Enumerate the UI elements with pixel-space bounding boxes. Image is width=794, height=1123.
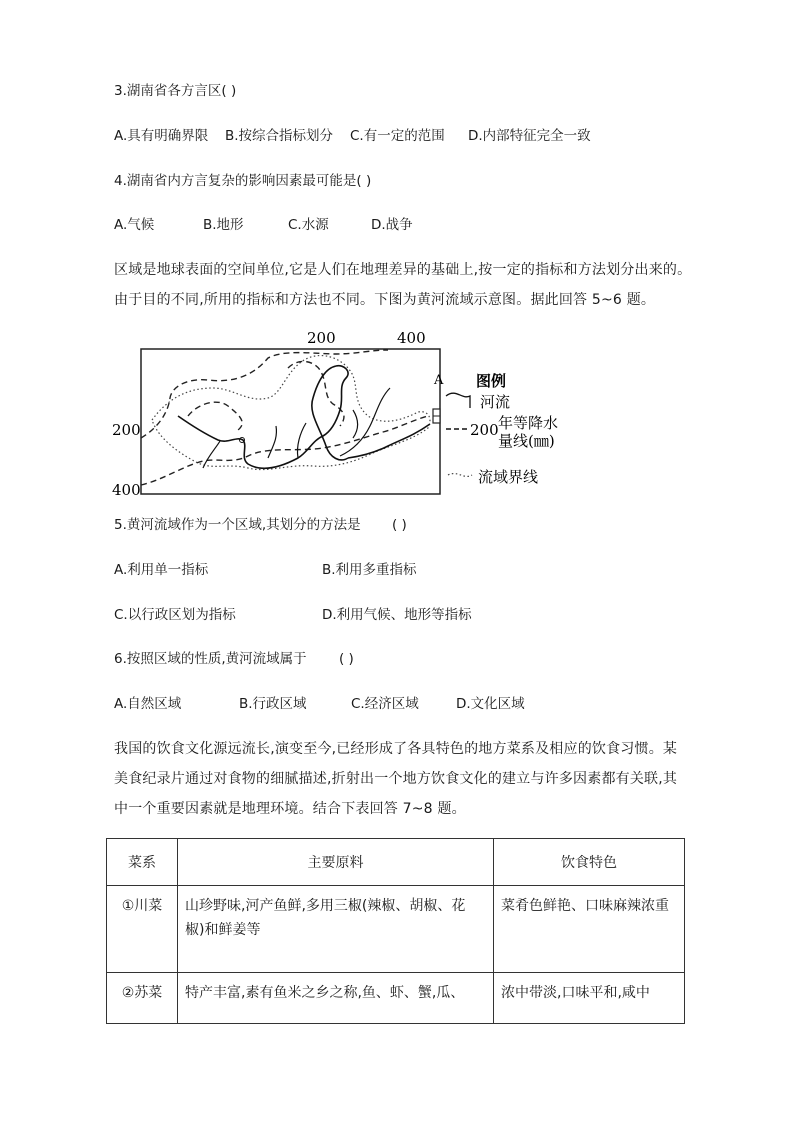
legend-isohyet-value: 200 (470, 421, 499, 439)
tributary-1 (203, 441, 220, 468)
legend-boundary-symbol (448, 474, 472, 477)
table-cell-materials (178, 886, 494, 973)
q5-option-a: A.利用单一指标 (114, 562, 209, 578)
materials-line-2: 椒)和鲜姜等 (185, 922, 261, 938)
table-cell-materials (178, 973, 494, 1024)
table-header-features: 饮食特色 (494, 839, 685, 886)
intro-food-line-3: 中一个重要因素就是地理环境。结合下表回答 7~8 题。 (114, 801, 466, 817)
q3-option-a: A.具有明确界限 (114, 128, 209, 144)
table-cell-cuisine: ②苏菜 (107, 973, 178, 1024)
legend-river-label: 河流 (480, 393, 511, 411)
legend-isohyet-label-2: 量线(㎜) (498, 432, 555, 450)
intro-region-line-1: 区域是地球表面的空间单位,它是人们在地理差异的基础上,按一定的指标和方法划分出来的。 (114, 262, 692, 278)
q4-option-b: B.地形 (203, 217, 244, 233)
question-5-stem: 5.黄河流域作为一个区域,其划分的方法是 (114, 517, 361, 533)
q6-option-d: D.文化区域 (456, 696, 525, 712)
isohyet-400-line (141, 416, 428, 485)
intro-food-line-2: 美食纪录片通过对食物的细腻描述,折射出一个地方饮食文化的建立与许多因素都有关联,其 (114, 771, 678, 787)
q4-option-a: A.气候 (114, 217, 155, 233)
table-row (107, 973, 685, 1024)
yellow-river-main (178, 366, 348, 469)
yellow-river-basin-map (108, 328, 559, 499)
isohyet-200-line (141, 350, 388, 438)
map-marker-a: A (434, 373, 444, 388)
question-4-stem: 4.湖南省内方言复杂的影响因素最可能是( ) (114, 173, 372, 189)
q4-option-c: C.水源 (288, 217, 329, 233)
q4-option-d: D.战争 (371, 217, 413, 233)
cuisine-table (106, 838, 685, 1024)
table-cell-features: 浓中带淡,口味平和,咸中 (494, 973, 685, 1024)
table-row (107, 886, 685, 973)
map-top-label-400: 400 (397, 329, 426, 347)
tributary-5 (353, 410, 358, 438)
q5-option-d: D.利用气候、地形等指标 (322, 607, 472, 623)
q5-answer-blank: ( ) (392, 517, 407, 533)
q5-option-c: C.以行政区划为指标 (114, 607, 236, 623)
q6-option-b: B.行政区域 (239, 696, 307, 712)
legend-isohyet-label-1: 年等降水 (498, 414, 559, 432)
q6-answer-blank: ( ) (339, 651, 354, 667)
legend-boundary-label: 流域界线 (478, 468, 539, 486)
table-cell-cuisine: ①川菜 (107, 886, 178, 973)
isohyet-200-inner (288, 361, 344, 426)
materials-line-1: 特产丰富,素有鱼米之乡之称,鱼、虾、蟹,瓜、 (185, 985, 465, 1001)
question-6-stem: 6.按照区域的性质,黄河流域属于 (114, 651, 307, 667)
materials-line-1: 山珍野味,河产鱼鲜,多用三椒(辣椒、胡椒、花 (185, 898, 466, 914)
isohyet-small-loop (188, 402, 242, 430)
map-top-label-200: 200 (307, 329, 336, 347)
map-left-label-200: 200 (112, 421, 141, 439)
tributary-2 (268, 426, 276, 458)
question-3-stem: 3.湖南省各方言区( ) (114, 83, 237, 99)
q6-option-a: A.自然区域 (114, 696, 182, 712)
q5-option-b: B.利用多重指标 (322, 562, 417, 578)
basin-boundary (152, 356, 430, 470)
map-left-label-400: 400 (112, 481, 141, 499)
tributary-4 (340, 388, 390, 456)
legend-river-symbol (446, 393, 470, 408)
intro-food-line-1: 我国的饮食文化源远流长,演变至今,已经形成了各具特色的地方菜系及相应的饮食习惯。某 (114, 741, 678, 757)
q3-option-c: C.有一定的范围 (350, 128, 445, 144)
table-header-cuisine: 菜系 (107, 839, 178, 886)
intro-region-line-2: 由于目的不同,所用的指标和方法也不同。下图为黄河流域示意图。据此回答 5~6 题。 (114, 292, 656, 308)
q3-option-d: D.内部特征完全一致 (468, 128, 591, 144)
q3-option-b: B.按综合指标划分 (225, 128, 334, 144)
legend-title: 图例 (476, 372, 507, 390)
table-cell-features: 菜肴色鲜艳、口味麻辣浓重 (494, 886, 685, 973)
q6-option-c: C.经济区域 (351, 696, 419, 712)
table-header-materials: 主要原料 (178, 839, 494, 886)
